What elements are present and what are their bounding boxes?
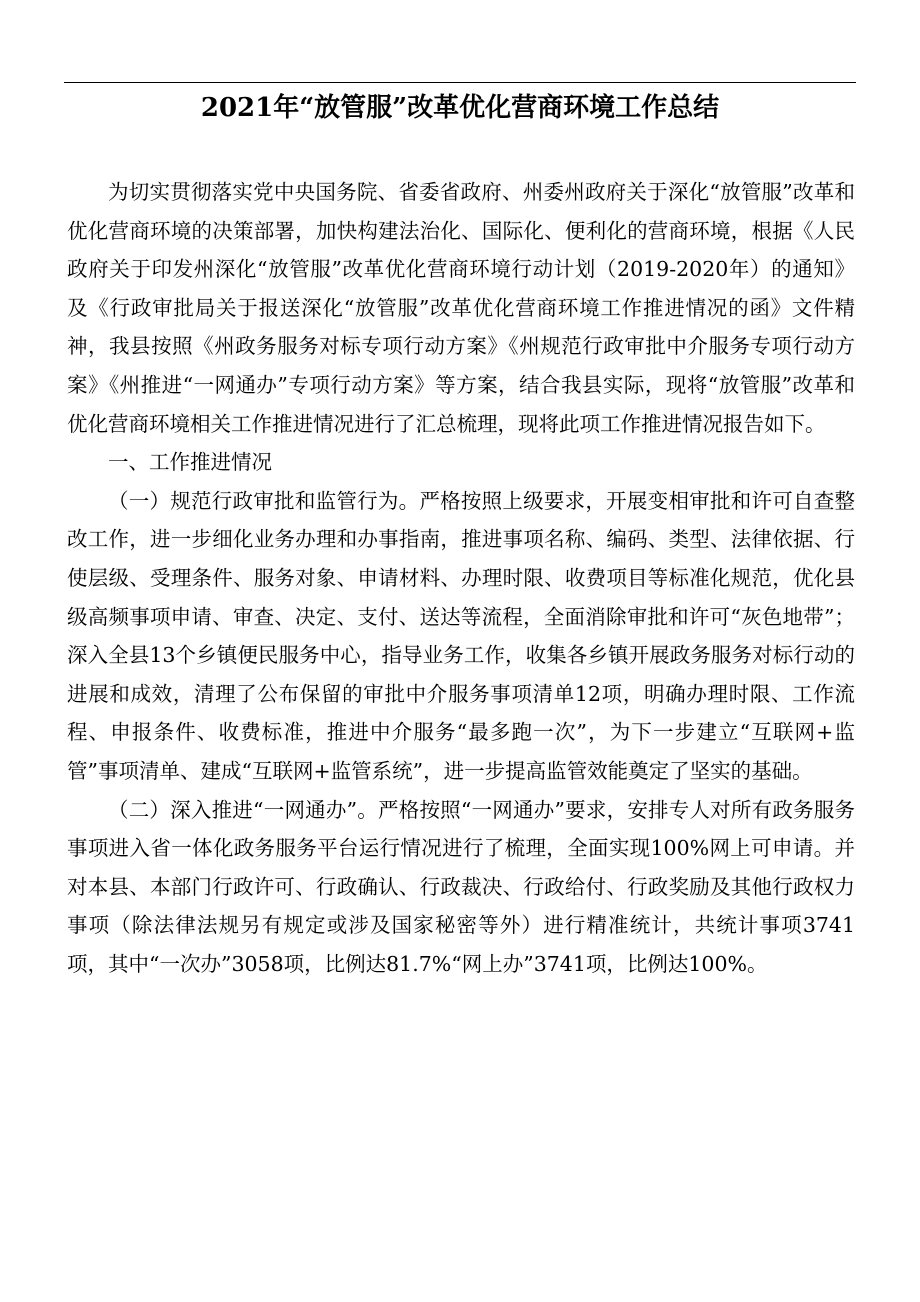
header-rule xyxy=(64,82,856,83)
document-body xyxy=(67,173,855,983)
document-title: 2021年“放管服”改革优化营商环境工作总结 xyxy=(200,93,720,123)
section-heading: 一、工作推进情况 xyxy=(108,450,272,475)
subsection-paragraph-1: （一）规范行政审批和监管行为。严格按照上级要求，开展变相审批和许可自查整改工作，进一步细化业务办理和办事指南，推进事项名称、编码、类型、法律依据、行使层级、受理条件、服务对象、申请材料、办理时限、收费项目等标准化规范，优化县级高频事项申请、审查、决定、支付、送达等流程，全面消除审批和许可“灰色地带”；深入全县13个乡镇便民服务中心，指导业务工作，收集各乡镇开展政务服务对标行动的进展和成效，清理了公布保留的审批中介服务事项清单12项，明确办理时限、工作流程、申报条件、收费标准，推进中介服务“最多跑一次”，为下一步建立“互联网+监管”事项清单、建成“互联网+监管系统”，进一步提高监管效能奠定了坚实的基础。 xyxy=(67,488,855,783)
subsection-paragraph-2: （二）深入推进“一网通办”。严格按照“一网通办”要求，安排专人对所有政务服务事项进入省一体化政务服务平台运行情况进行了梳理，全面实现100%网上可申请。并对本县、本部门行政许可、行政确认、行政裁决、行政给付、行政奖励及其他行政权力事项（除法律法规另有规定或涉及国家秘密等外）进行精准统计，共统计事项3741项，其中“一次办”3058项，比例达81.7%“网上办”3741项，比例达100%。 xyxy=(67,797,855,976)
intro-paragraph: 为切实贯彻落实党中央国务院、省委省政府、州委州政府关于深化“放管服”改革和优化营商环境的决策部署，加快构建法治化、国际化、便利化的营商环境，根据《人民政府关于印发州深化“放管服”改革优化营商环境行动计划（2019-2020年）的通知》及《行政审批局关于报送深化“放管服”改革优化营商环境工作推进情况的函》文件精神，我县按照《州政务服务对标专项行动方案》《州规范行政审批中介服务专项行动方案》《州推进“一网通办”专项行动方案》等方案，结合我县实际，现将“放管服”改革和优化营商环境相关工作推进情况进行了汇总梳理，现将此项工作推进情况报告如下。 xyxy=(67,180,855,436)
